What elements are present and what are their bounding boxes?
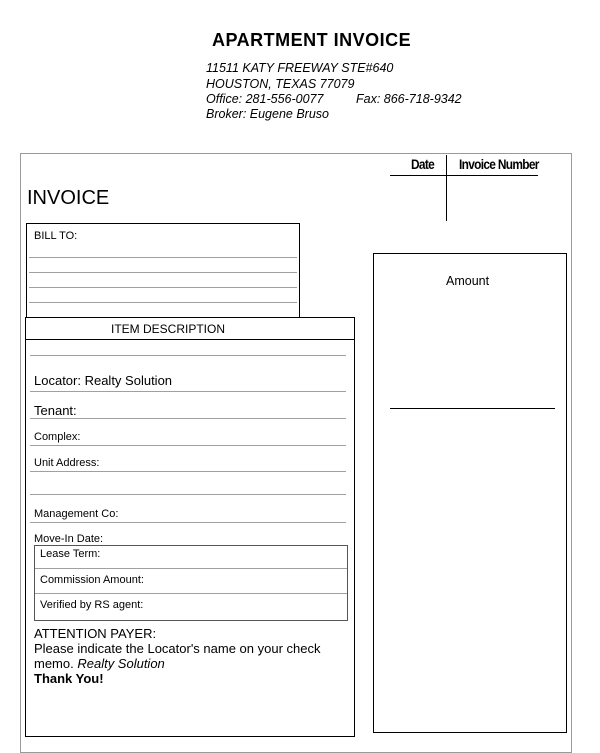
date-label: Date [411, 156, 435, 172]
notice-memo-prefix: memo. [34, 656, 78, 671]
lease-term-field: Lease Term: [40, 548, 101, 560]
notice-line-2 [34, 656, 165, 671]
address-line-1: 11511 KATY FREEWAY STE#640 [206, 61, 394, 75]
complex-field: Complex: [34, 431, 81, 443]
notice-line-1: Please indicate the Locator's name on your check [34, 641, 321, 656]
bill-to-line[interactable] [29, 302, 297, 303]
bill-to-line[interactable] [29, 272, 297, 273]
item-line[interactable] [30, 494, 346, 495]
locator-field: Locator: Realty Solution [34, 373, 173, 388]
broker-name: Broker: Eugene Bruso [206, 107, 329, 121]
meta-header-rule [390, 175, 538, 176]
invoice-heading: INVOICE [27, 187, 110, 209]
lease-line[interactable] [35, 568, 347, 569]
item-description-label: ITEM DESCRIPTION [111, 322, 226, 336]
address-line-2: HOUSTON, TEXAS 77079 [206, 77, 355, 91]
meta-column-divider [446, 155, 447, 221]
bill-to-line[interactable] [29, 287, 297, 288]
tenant-field: Tenant: [34, 403, 77, 418]
item-line[interactable] [30, 391, 346, 392]
item-line[interactable] [30, 418, 346, 419]
item-line[interactable] [30, 471, 346, 472]
bill-to-line[interactable] [29, 257, 297, 258]
invoice-number-label: Invoice Number [459, 156, 539, 172]
item-description-box [25, 317, 355, 737]
fax-number: Fax: 866-718-9342 [356, 92, 462, 106]
amount-line[interactable] [390, 408, 555, 409]
notice-locator-name: Realty Solution [77, 656, 165, 671]
lease-line[interactable] [35, 593, 347, 594]
attention-payer: ATTENTION PAYER: [34, 626, 157, 641]
bill-to-label: BILL TO: [34, 230, 78, 242]
amount-box [373, 253, 567, 733]
commission-amount-field: Commission Amount: [40, 574, 144, 586]
document-title: APARTMENT INVOICE [212, 30, 412, 50]
thank-you: Thank You! [34, 671, 104, 686]
move-in-date-field: Move-In Date: [34, 533, 104, 545]
item-line[interactable] [30, 445, 346, 446]
item-line[interactable] [30, 522, 346, 523]
office-phone: Office: 281-556-0077 [206, 92, 324, 106]
verified-by-field: Verified by RS agent: [40, 599, 144, 611]
item-line[interactable] [30, 355, 346, 356]
bill-to-box [26, 223, 300, 323]
item-header-rule [26, 339, 354, 340]
amount-label: Amount [446, 274, 490, 288]
management-co-field: Management Co: [34, 508, 119, 520]
unit-address-field: Unit Address: [34, 457, 100, 469]
lease-details-box [34, 545, 348, 621]
